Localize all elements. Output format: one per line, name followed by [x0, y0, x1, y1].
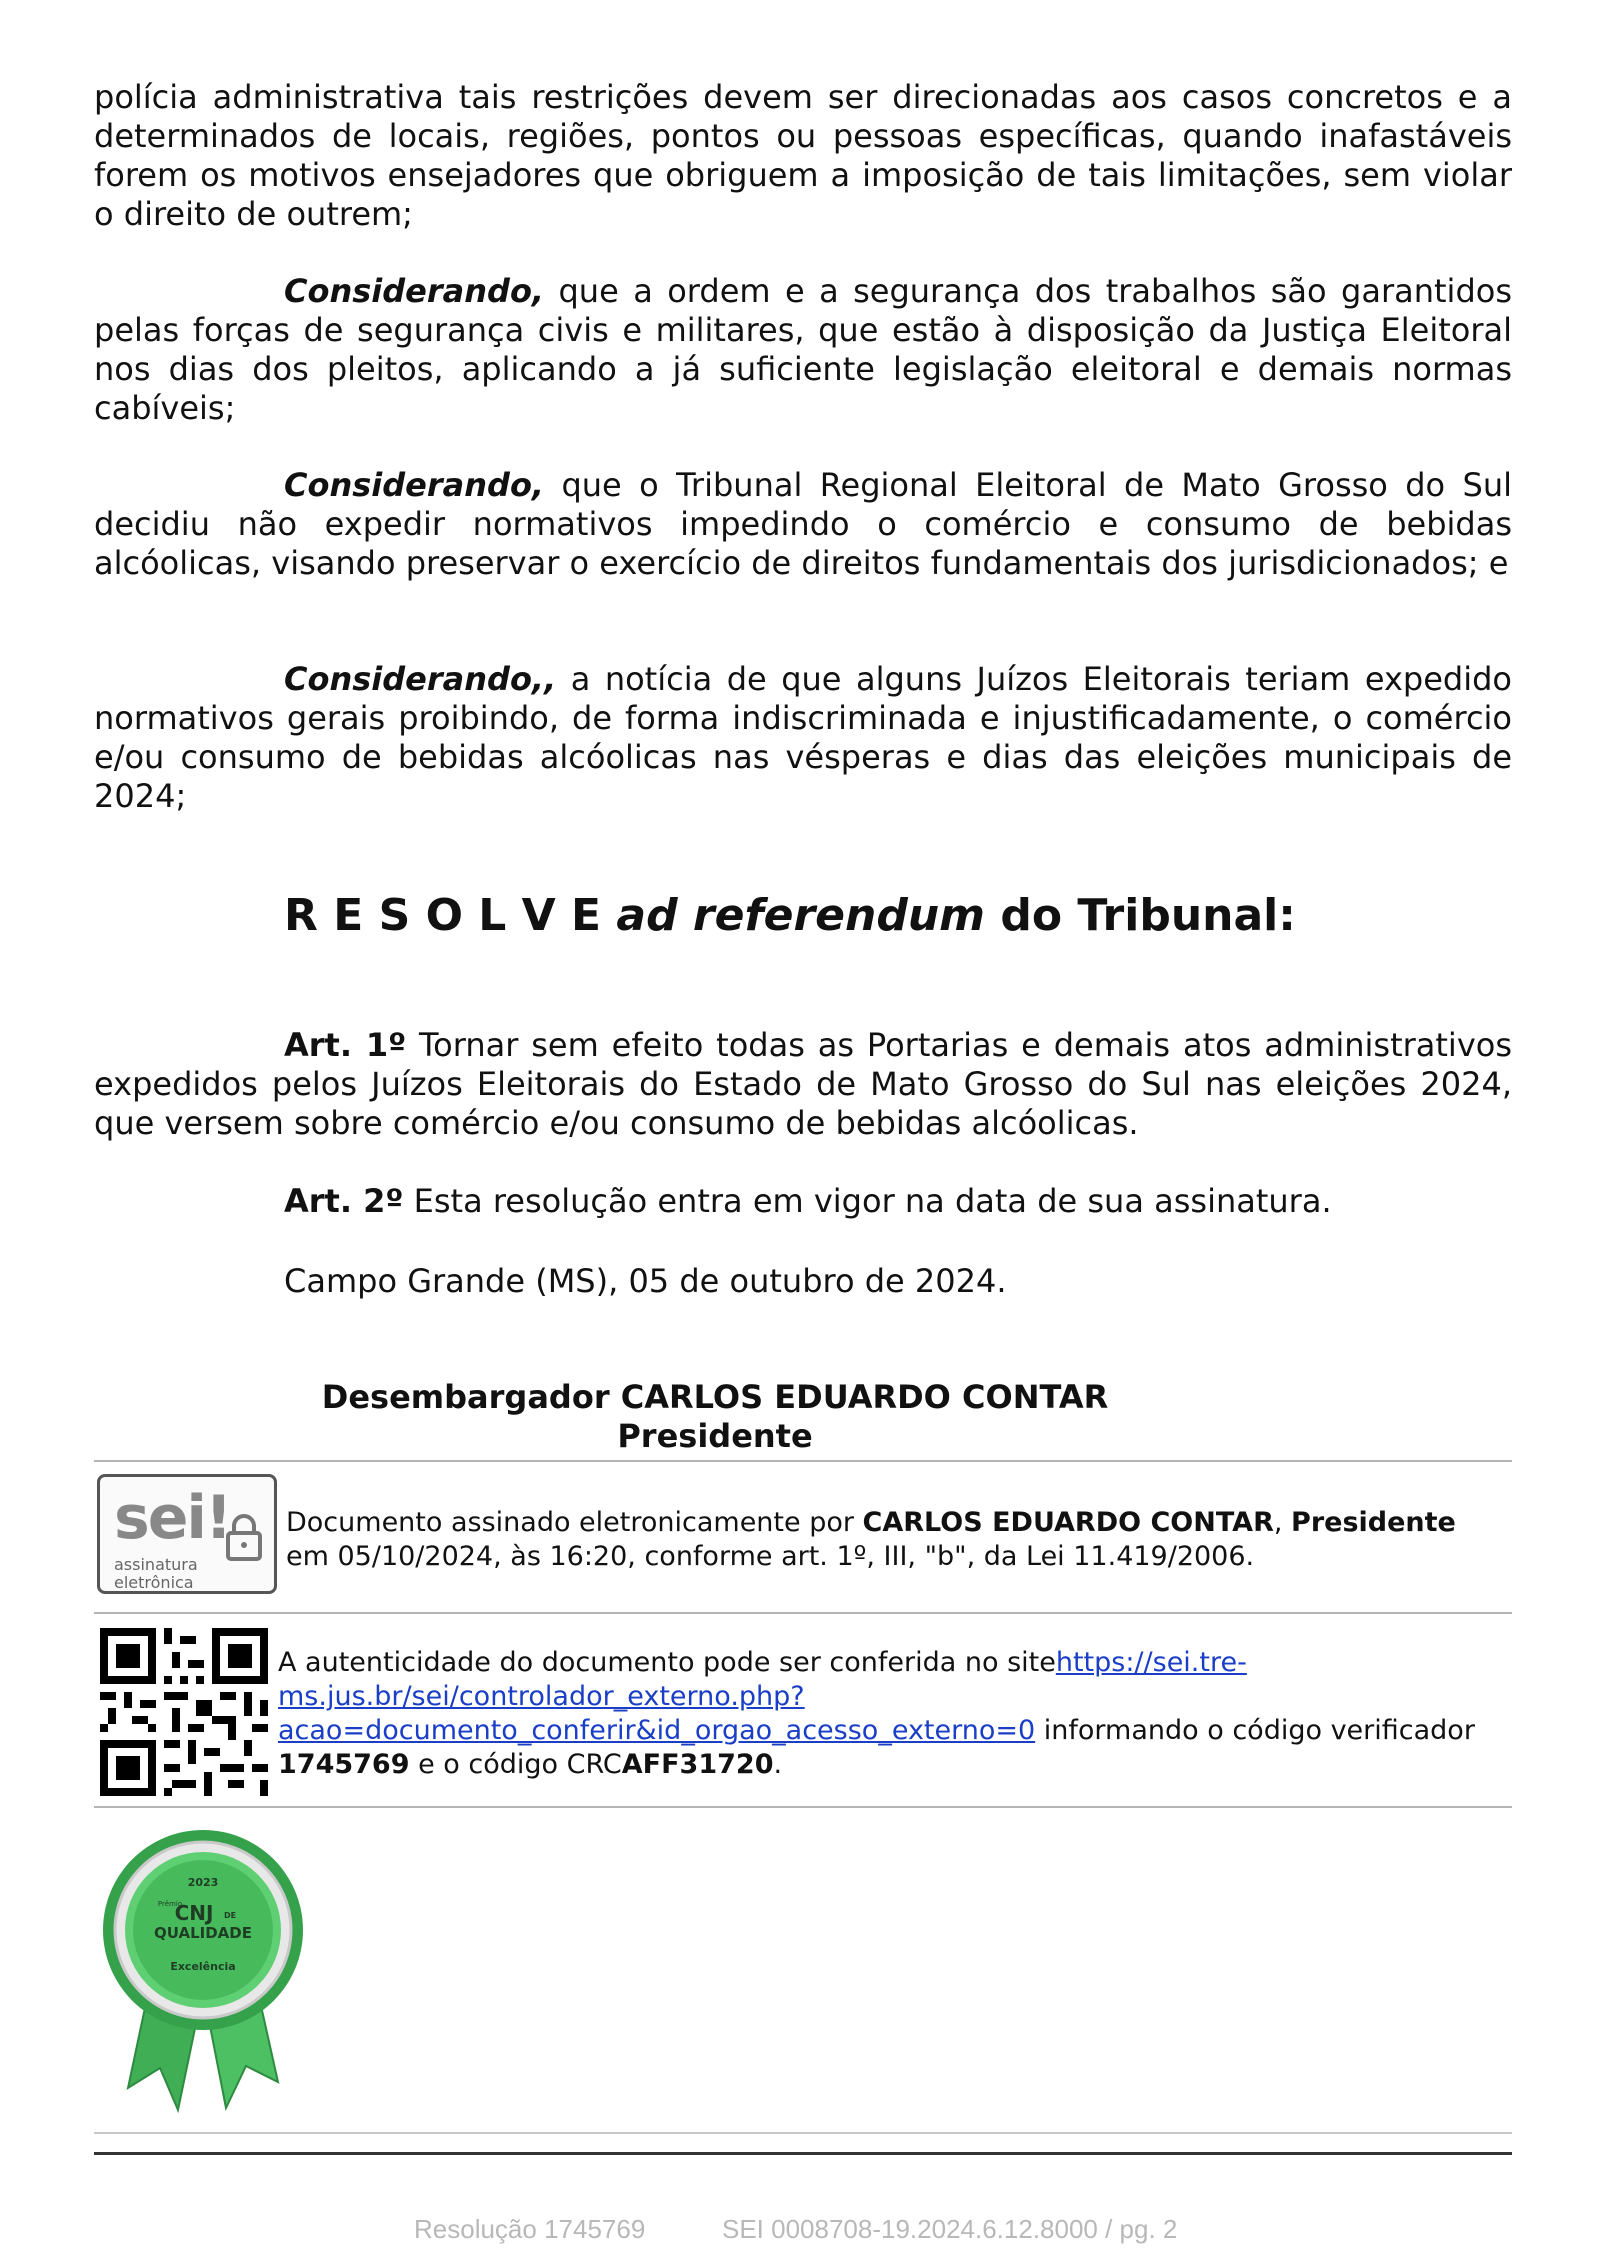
resolve-tail: do Tribunal: — [985, 890, 1296, 941]
footer-right: SEI 0008708-19.2024.6.12.8000 / pg. 2 — [722, 2214, 1178, 2244]
seal-line1: Prêmio — [157, 1900, 183, 1908]
authenticity-prefix: A autenticidade do documento pode ser conferida no site — [278, 1647, 1056, 1678]
authenticity-end: . — [773, 1749, 783, 1780]
authenticity-after-link: informando o código verificador — [1035, 1715, 1475, 1746]
seal-line4: Excelência — [170, 1960, 236, 1973]
divider — [94, 1612, 1512, 1614]
seal-line2: CNJ — [174, 1901, 214, 1925]
seal-year: 2023 — [187, 1876, 219, 1889]
considerando-2-lead: Considerando, — [284, 466, 545, 504]
authenticity-middle: e o código CRC — [409, 1749, 622, 1780]
divider — [94, 1806, 1512, 1808]
quality-seal-icon — [98, 1820, 308, 2120]
place-date: Campo Grande (MS), 05 de outubro de 2024. — [284, 1262, 1007, 1300]
signature-comma: , — [1273, 1507, 1292, 1538]
considerando-1-lead: Considerando, — [284, 272, 545, 310]
footer-left: Resolução 1745769 — [414, 2214, 646, 2244]
signature-text-line2: em 05/10/2024, às 16:20, conforme art. 1º, III, "b", da Lei 11.419/2006. — [286, 1541, 1255, 1572]
divider-thick — [94, 2152, 1512, 2155]
authenticity-link-part3[interactable]: acao=documento_conferir&id_orgao_acesso_externo=0 — [278, 1715, 1036, 1746]
seal-line3: QUALIDADE — [154, 1924, 252, 1942]
resolve-word: R E S O L V E — [284, 890, 602, 941]
verifier-code: 1745769 — [278, 1749, 410, 1780]
authenticity-line1 — [278, 1646, 1247, 1680]
signatory-name: Desembargador CARLOS EDUARDO CONTAR — [321, 1378, 1109, 1416]
authenticity-link-part1[interactable]: https://sei.tre- — [1055, 1647, 1247, 1678]
authenticity-line3 — [278, 1714, 1475, 1748]
signature-text-line1 — [286, 1506, 1456, 1540]
article-1 — [94, 1026, 1512, 1143]
sei-logo-sub1: assinatura — [114, 1555, 198, 1574]
signature-prefix: Documento assinado eletronicamente por — [286, 1507, 863, 1538]
signature-block — [94, 1378, 1512, 1456]
sei-signature-logo — [97, 1474, 277, 1594]
considerando-1 — [94, 272, 1512, 428]
lock-icon — [224, 1513, 264, 1561]
seal-line2b: DE — [223, 1911, 237, 1920]
considerando-3-lead: Considerando,, — [284, 660, 557, 698]
authenticity-line2 — [278, 1680, 805, 1714]
authenticity-link-part2[interactable]: ms.jus.br/sei/controlador_externo.php? — [278, 1681, 805, 1712]
signature-role: Presidente — [1291, 1507, 1456, 1538]
considerando-3-text: a notícia de que alguns Juízos Eleitorais teriam expedido normativos gerais proibindo, de forma indiscriminada e injustificadamente, o comércio e/ou consumo de bebidas alcóolicas nas vésperas e dias das eleições municipais de 2024; — [94, 660, 1512, 815]
divider — [94, 1460, 1512, 1462]
sei-logo-sub2: eletrônica — [114, 1573, 194, 1592]
signatory-role: Presidente — [617, 1417, 813, 1455]
qr-code-icon — [100, 1628, 268, 1796]
considerando-1-text: que a ordem e a segurança dos trabalhos são garantidos pelas forças de segurança civis e militares, que estão à disposição da Justiça Eleitoral nos dias dos pleitos, aplicando a já suficiente legislação eleitoral e demais normas cabíveis; — [94, 272, 1512, 427]
authenticity-line4 — [278, 1748, 782, 1782]
article-2-lead: Art. 2º — [284, 1182, 404, 1220]
resolve-italic: ad referendum — [616, 890, 985, 941]
article-2 — [284, 1182, 1332, 1221]
divider — [94, 2132, 1512, 2134]
article-1-lead: Art. 1º — [284, 1026, 407, 1064]
article-1-text: Tornar sem efeito todas as Portarias e demais atos administrativos expedidos pelos Juízos Eleitorais do Estado de Mato Grosso do Sul nas eleições 2024, que versem sobre comércio e/ou consumo de bebidas alcóolicas. — [94, 1026, 1512, 1142]
considerando-2 — [94, 466, 1512, 583]
signature-signer: CARLOS EDUARDO CONTAR — [862, 1507, 1274, 1538]
sei-logo-word: sei! — [114, 1483, 231, 1553]
crc-code: AFF31720 — [621, 1749, 774, 1780]
considerando-3 — [94, 660, 1512, 816]
paragraph-intro: polícia administrativa tais restrições devem ser direcionadas aos casos concretos e a determinados de locais, regiões, pontos ou pessoas específicas, quando inafastáveis forem os motivos ensejadores que obriguem a imposição de tais limitações, sem violar o direito de outrem; — [94, 78, 1512, 233]
article-2-text: Esta resolução entra em vigor na data de sua assinatura. — [403, 1182, 1332, 1220]
resolve-heading — [284, 890, 1296, 941]
considerando-2-text: que o Tribunal Regional Eleitoral de Mato Grosso do Sul decidiu não expedir normativos impedindo o comércio e consumo de bebidas alcóolicas, visando preservar o exercício de direitos fundamentais dos jurisdicionados; e — [94, 466, 1512, 582]
